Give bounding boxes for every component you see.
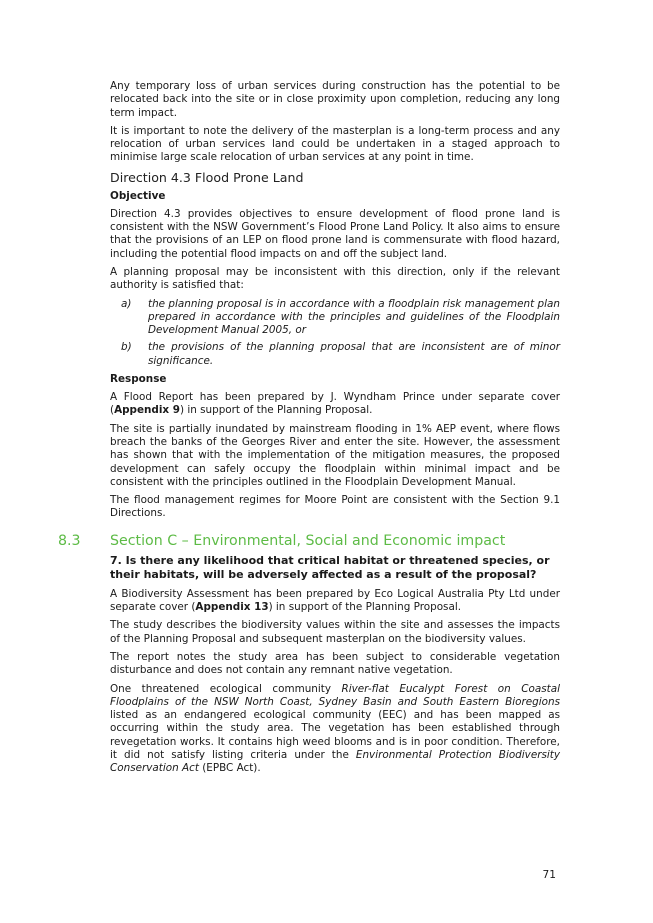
- list-item: [110, 298, 560, 338]
- eec-name: River-flat Eucalypt Forest on Coastal Floodplains of the NSW North Coast, Sydney Basin and South Eastern Bioregions: [110, 682, 560, 708]
- inconsistent-text: A planning proposal may be inconsistent with this direction, only if the relevant authority is satisfied that:: [110, 265, 560, 292]
- section-paragraph-3: The report notes the study area has been subject to considerable vegetation disturbance and does not contain any remnant native vegetation.: [110, 650, 560, 677]
- section-paragraph-4: One threatened ecological community River-flat Eucalypt Forest on Coastal Floodplains of the NSW North Coast, Sydney Basin and South Eastern Bioregions listed as an endangered ecological community (EEC) and has been mapped as occurring within the study area. The vegetation has been established through revegetation works. It contains high weed blooms and is in poor condition. Therefore, it did not satisfy listing criteria under the Environmental Protection Biodiversity Conservation Act (EPBC Act).: [110, 682, 561, 775]
- response-label: Response: [110, 373, 167, 386]
- section-number: 8.3: [58, 532, 81, 549]
- section-heading: [58, 533, 560, 550]
- section-paragraph-2: The study describes the biodiversity values within the site and assesses the impacts of the Planning Proposal and subsequent masterplan on the biodiversity values.: [110, 619, 560, 645]
- epbc-act-name: Environmental Protection Biodiversity Conservation Act: [110, 748, 561, 775]
- response-paragraph-1: A Flood Report has been prepared by J. Wyndham Prince under separate cover (Appendix 9) in support of the Planning Proposal.: [110, 391, 560, 417]
- intro-paragraph-1: Any temporary loss of urban services during construction has the potential to be relocated back into the site or in close proximity upon completion, reducing any long term impact.: [110, 80, 560, 119]
- list-item-text: the planning proposal is in accordance with a floodplain risk management plan prepared in accordance with the principles and guidelines of the Floodplain Development Manual 2005, or: [148, 297, 560, 337]
- intro-paragraph-2: It is important to note the delivery of the masterplan is a long-term process and any relocation of urban services land could be undertaken in a staged approach to minimise large scale relocation of urban services at any point in time.: [110, 124, 560, 164]
- objective-label: Objective: [110, 189, 166, 202]
- question-7: 7. Is there any likelihood that critical habitat or threatened species, or their habitats, will be adversely affected as a result of the proposal?: [110, 553, 550, 581]
- response-paragraph-3: The flood management regimes for Moore Point are consistent with the Section 9.1 Directions.: [110, 494, 560, 520]
- page-number: 71: [542, 869, 556, 881]
- section-title: Section C – Environmental, Social and Economic impact: [110, 532, 506, 549]
- response-paragraph-2: The site is partially inundated by mainstream flooding in 1% AEP event, where flows breach the banks of the Georges River and enter the site. However, the assessment has shown that with the implementation of the mitigation measures, the proposed development can safely occupy the floodplain within minimal impact and be consistent with the principles outlined in the Floodplain Development Manual.: [110, 422, 560, 488]
- appendix-9-reference: Appendix 9: [114, 404, 180, 417]
- section-paragraph-1: A Biodiversity Assessment has been prepared by Eco Logical Australia Pty Ltd under separate cover (Appendix 13) in support of the Planning Proposal.: [110, 587, 560, 614]
- conditions-list: [110, 298, 560, 368]
- list-item: [110, 341, 560, 368]
- objective-text: Direction 4.3 provides objectives to ensure development of flood prone land is consistent with the NSW Government’s Flood Prone Land Policy. It also aims to ensure that the provisions of an LEP on flood prone land is commensurate with flood hazard, including the potential flood impacts on and off the subject land.: [110, 207, 560, 260]
- list-marker: b): [121, 341, 132, 354]
- direction-heading: Direction 4.3 Flood Prone Land: [110, 169, 304, 185]
- list-marker: a): [121, 297, 132, 310]
- appendix-13-reference: Appendix 13: [195, 601, 269, 614]
- page-content: [58, 80, 561, 781]
- list-item-text: the provisions of the planning proposal that are inconsistent are of minor significance.: [148, 341, 560, 367]
